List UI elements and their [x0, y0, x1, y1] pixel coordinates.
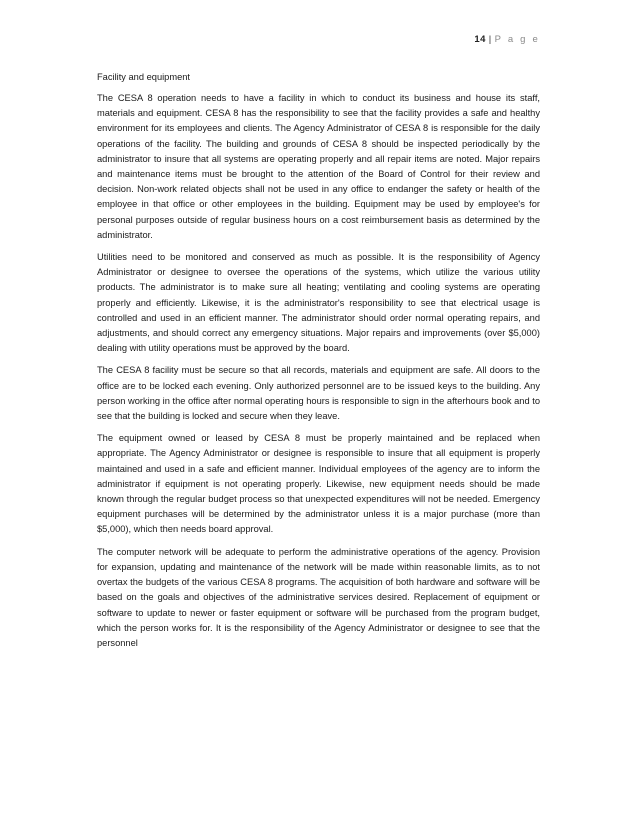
page-number: 14: [474, 34, 486, 45]
page-label: P a g e: [494, 34, 540, 45]
document-body: [97, 70, 540, 658]
page-separator: |: [488, 34, 492, 45]
paragraph-facility: The CESA 8 operation needs to have a facility in which to conduct its business and house its staff, materials and equipment. CESA 8 has the responsibility to see that the facility provides a safe and healthy environment for its employees and clients. The Agency Administrator of CESA 8 is responsible for the daily operations of the facility. The building and grounds of CESA 8 should be inspected periodically by the administrator to insure that all systems are operating properly and all repair items are noted. Major repairs and maintenance items must be brought to the attention of the Board of Control for their review and decision. Non-work related objects shall not be used in any office to endanger the safety or health of the employee in that office or other employees in the building. Equipment may be used by employee's for personal purposes outside of regular business hours on a cost reimbursement basis as determined by the administrator.: [97, 93, 540, 240]
paragraph-utilities: Utilities need to be monitored and conserved as much as possible. It is the responsibility of Agency Administrator or designee to oversee the operations of the systems, which utilize the various utility products. The administrator is to make sure all heating; ventilating and cooling systems are operating properly and efficiently. Likewise, it is the administrator's responsibility to see that electrical usage is controlled and used in an efficient manner. The administrator should order normal operating repairs, and adjustments, and should correct any emergency situations. Major repairs and improvements (over $5,000) dealing with utility operations must be approved by the board.: [97, 252, 540, 354]
paragraph-network: The computer network will be adequate to perform the administrative operations of the agency. Provision for expansion, updating and maintenance of the network will be made within reasonable limits, as to not overtax the budgets of the various CESA 8 programs. The acquisition of both hardware and software will be based on the goals and objectives of the administrative services desired. Replacement of equipment or software to update to newer or faster equipment or software will be purchased from the program budget, which the person works for. It is the responsibility of the Agency Administrator or designee to see that the personnel: [97, 546, 540, 648]
paragraph-security: The CESA 8 facility must be secure so that all records, materials and equipment are safe. All doors to the office are to be locked each evening. Only authorized personnel are to be issued keys to the building. Any person working in the office after normal operating hours is responsible to sign in the afterhours book and to see that the building is locked and secure when they leave.: [97, 365, 540, 422]
page-header: [474, 34, 540, 45]
section-title: Facility and equipment: [97, 72, 191, 82]
paragraph-equipment: The equipment owned or leased by CESA 8 must be properly maintained and be replaced when appropriate. The Agency Administrator or designee is responsible to insure that all equipment is properly maintained and used in a safe and efficient manner. Individual employees of the agency are to inform the administrator if equipment is not operating properly. Likewise, new equipment needs should be made known through the regular budget process so that unexpected expenditures will not be needed. Emergency equipment purchases will be determined by the administrator unless it is a major purchase (more than $5,000), which then needs board approval.: [97, 433, 540, 535]
